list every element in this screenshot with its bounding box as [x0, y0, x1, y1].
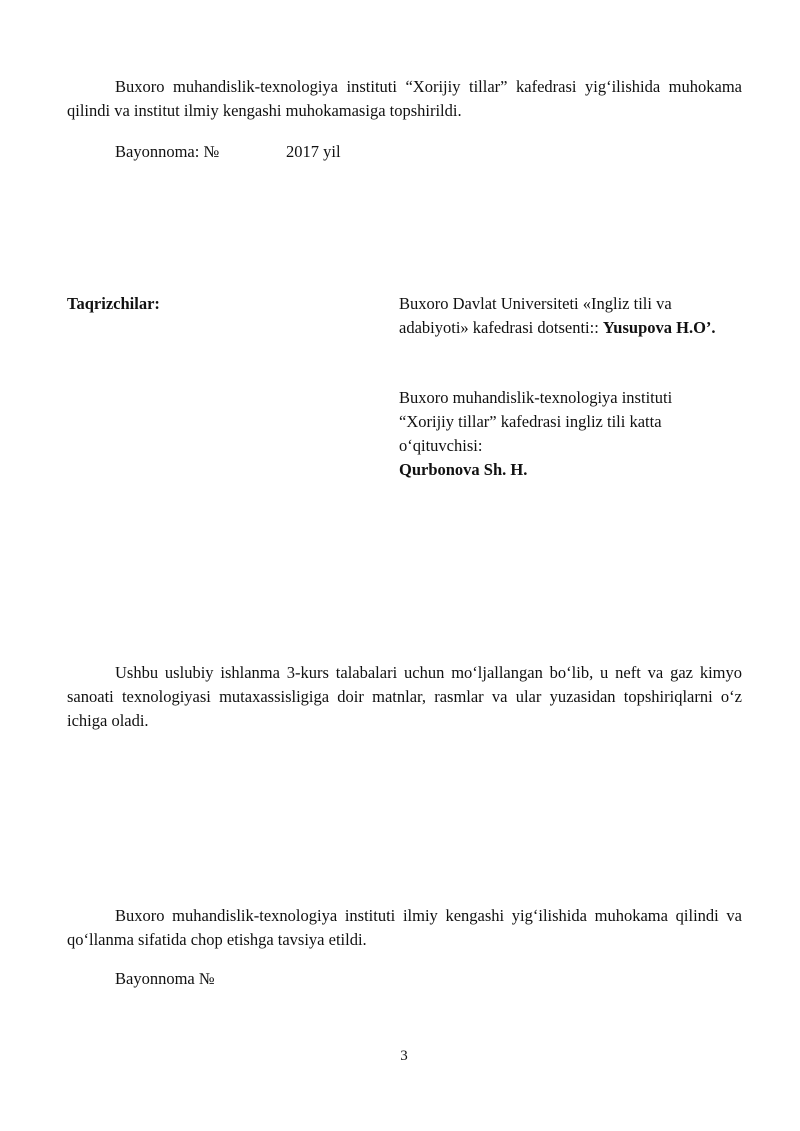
protocol-year: 2017 yil	[286, 142, 341, 161]
reviewer-1	[399, 292, 729, 340]
reviewer-1-name: Yusupova H.O’.	[602, 318, 716, 337]
reviewer-2	[399, 386, 729, 482]
reviewer-2-position: Buxoro muhandislik-texnologiya instituti “Xorijiy tillar” kafedrasi ingliz tili katta o‘qituvchisi:	[399, 388, 673, 455]
council-approval-paragraph: Buxoro muhandislik-texnologiya instituti ilmiy kengashi yig‘ilishida muhokama qilindi va qo‘llanma sifatida chop etishga tavsiya etildi.	[67, 906, 742, 949]
page-number: 3	[400, 1048, 408, 1064]
reviewer-2-name: Qurbonova Sh. H.	[399, 460, 528, 479]
protocol-label: Bayonnoma: №	[115, 142, 220, 161]
manual-description-paragraph: Ushbu uslubiy ishlanma 3-kurs talabalari uchun mo‘ljallangan bo‘lib, u neft va gaz kimyo sanoati texnologiyasi mutaxassisligiga doir matnlar, rasmlar va ular yuzasidan topshiriqlarni o‘z ichiga oladi.	[67, 663, 742, 730]
reviewers-label: Taqrizchilar:	[67, 294, 160, 313]
department-approval-paragraph: Buxoro muhandislik-texnologiya instituti “Xorijiy tillar” kafedrasi yig‘ilishida muhokama qilindi va institut ilmiy kengashi muhokamasiga topshirildi.	[67, 77, 742, 120]
council-protocol-label: Bayonnoma №	[115, 969, 215, 988]
reviewer-1-position: Buxoro Davlat Universiteti «Ingliz tili va adabiyoti» kafedrasi dotsenti::	[399, 294, 672, 337]
